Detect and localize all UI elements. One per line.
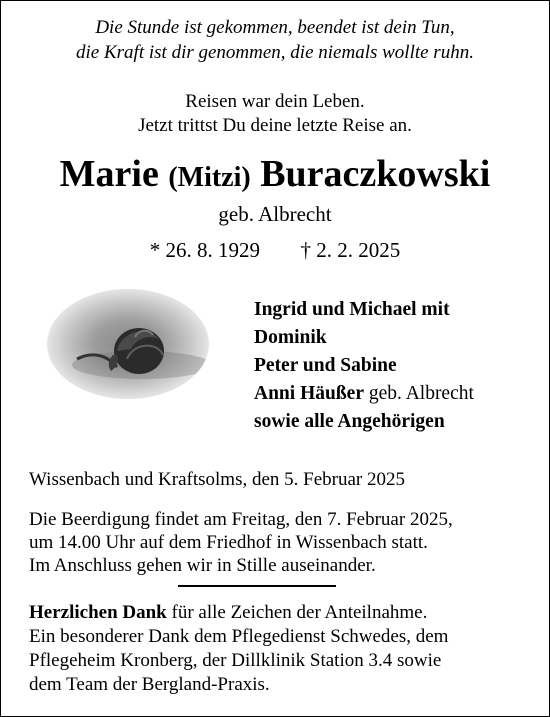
poem-line-2: die Kraft ist dir genommen, die niemals wollte ruhn. [76, 42, 474, 63]
life-dates [0, 238, 550, 263]
death-date: † 2. 2. 2025 [300, 238, 401, 262]
mourners-list [254, 296, 474, 436]
mourner-line: Ingrid und Michael mit [254, 299, 450, 320]
funeral-line-2: um 14.00 Uhr auf dem Friedhof in Wissenbach statt. [29, 532, 428, 553]
place-date: Wissenbach und Kraftsolms, den 5. Februar 2025 [29, 469, 405, 490]
thanks-line-1: Herzlichen Dank für alle Zeichen der Anteilnahme. [29, 602, 428, 623]
poem-line-1: Die Stunde ist gekommen, beendet ist dein Tun, [95, 17, 455, 38]
first-name: Marie [59, 153, 159, 195]
mourner-line: Peter und Sabine [254, 355, 397, 376]
funeral-line-3: Im Anschluss gehen wir in Stille auseinander. [29, 555, 376, 576]
mourner-line: Anni Häußer geb. Albrecht [254, 383, 474, 404]
thanks-line-4: dem Team der Bergland-Praxis. [29, 674, 270, 695]
thanks-line-2: Ein besonderer Dank dem Pflegedienst Schwedes, dem [29, 626, 449, 647]
motto-line-1: Reisen war dein Leben. [185, 91, 365, 112]
birth-name: geb. Albrecht [218, 202, 332, 226]
birth-date: * 26. 8. 1929 [149, 238, 260, 262]
funeral-line-1: Die Beerdigung findet am Freitag, den 7. Februar 2025, [29, 509, 453, 530]
mourner-line: Dominik [254, 327, 327, 348]
rose-icon [47, 289, 209, 399]
last-name: Buraczkowski [260, 153, 491, 195]
deceased-name [0, 152, 550, 200]
mourner-line: sowie alle Angehörigen [254, 411, 445, 432]
motto-line-2: Jetzt trittst Du deine letzte Reise an. [138, 115, 412, 136]
thanks-line-3: Pflegeheim Kronberg, der Dillklinik Station 3.4 sowie [29, 650, 442, 671]
divider [178, 585, 336, 587]
rose-photo [47, 289, 209, 399]
nickname: (Mitzi) [168, 162, 251, 193]
